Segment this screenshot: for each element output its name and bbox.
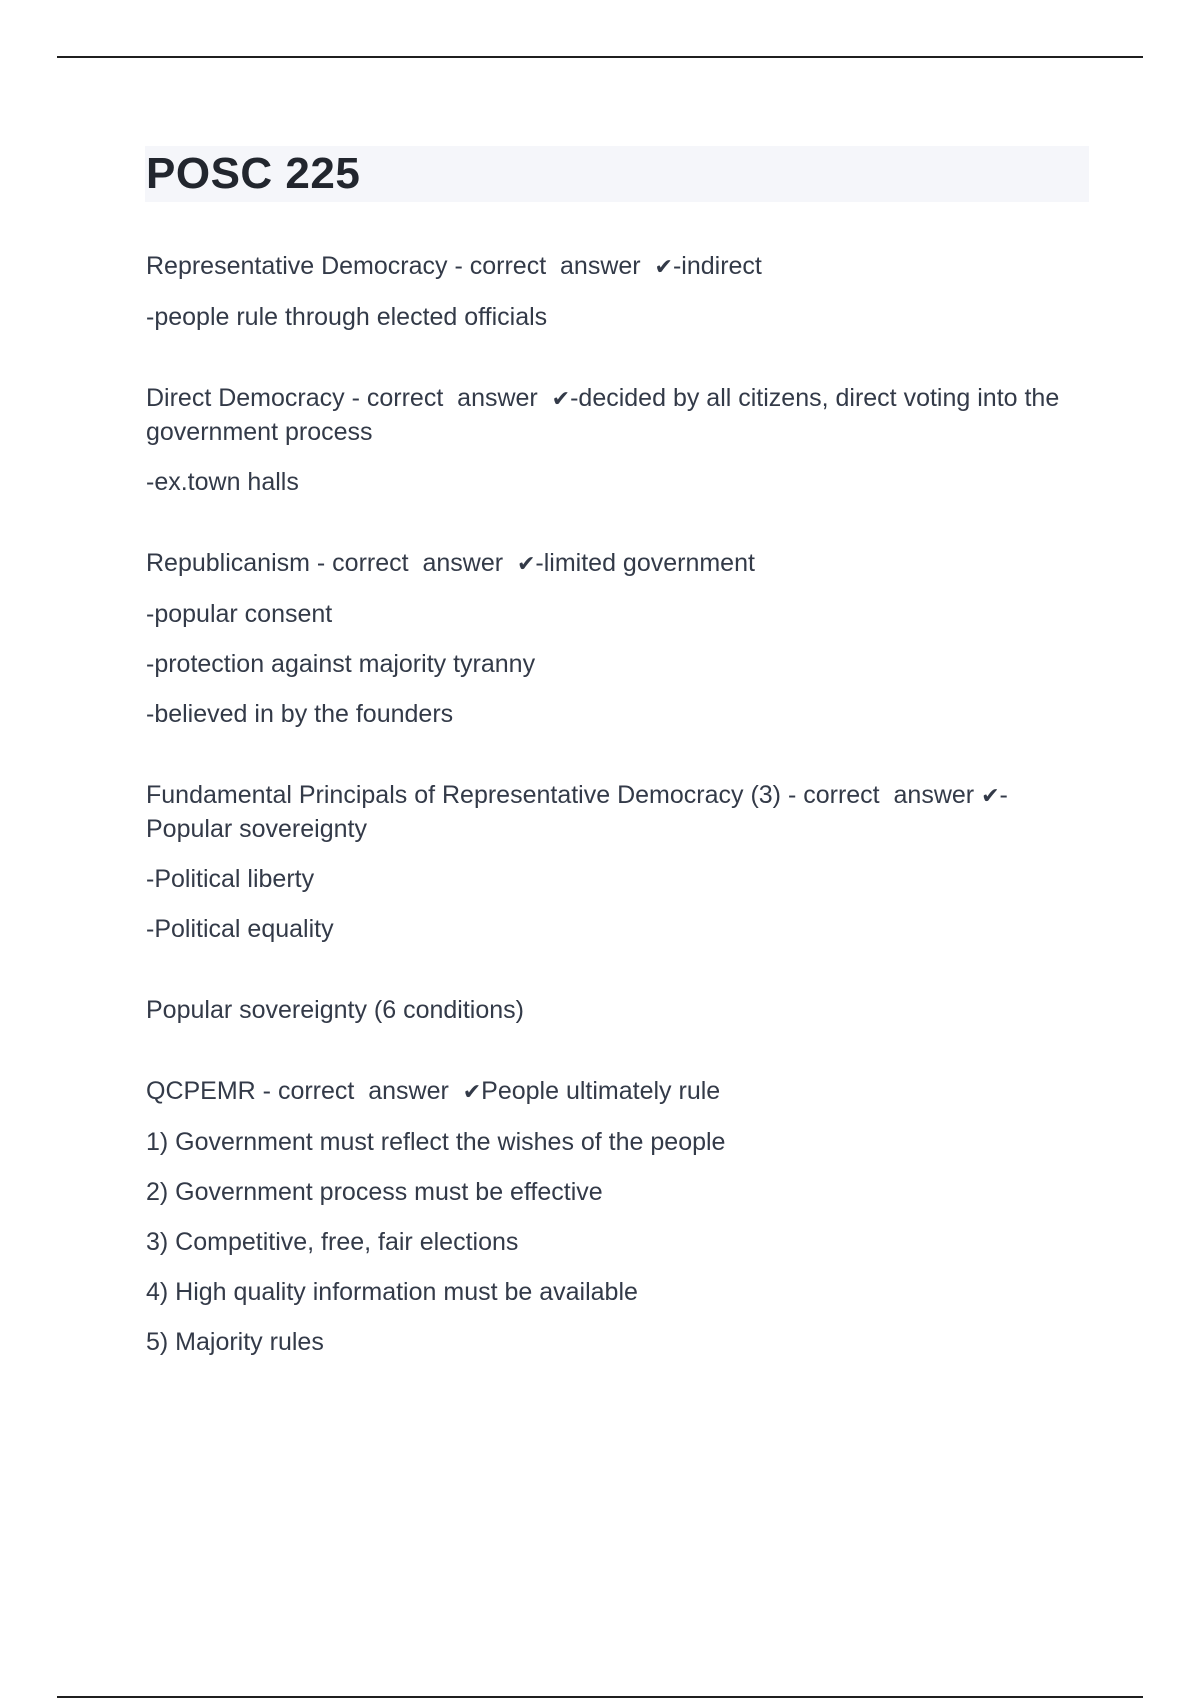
qa-card [146,547,1076,731]
qa-card [146,994,1076,1027]
qa-card [146,250,1076,334]
qa-card [146,1075,1076,1359]
note-line: -Political liberty [146,865,315,893]
note-line: 4) High quality information must be available [146,1278,638,1306]
note-line: 2) Government process must be effective [146,1178,603,1206]
note-line: 5) Majority rules [146,1328,324,1356]
answer-separator: - correct answer [309,549,517,577]
question-line [146,250,1076,284]
term: Popular sovereignty (6 conditions) [146,996,524,1024]
note-line: 3) Competitive, free, fair elections [146,1228,519,1256]
note-line: -popular consent [146,600,333,628]
answer: -Popular sovereignty [146,781,1008,843]
question-line [146,994,1076,1027]
term: Republicanism [146,549,310,577]
checkmark-icon: ✔ [654,255,673,280]
note-line: -Political equality [146,915,334,943]
qa-card [146,382,1076,499]
note-line: -people rule through elected officials [146,303,548,331]
question-line [146,382,1076,449]
answer: People ultimately rule [481,1077,721,1105]
page-title: POSC 225 [146,149,361,198]
note-line: -protection against majority tyranny [146,650,536,678]
term: Representative Democracy [146,252,448,280]
question-line [146,1075,1076,1109]
term: Fundamental Principals of Representative Democracy (3) [146,781,781,809]
answer: -decided by all citizens, direct voting into the government process [146,384,1060,446]
top-rule [57,56,1143,58]
answer-separator: - correct answer [255,1077,463,1105]
document-body [146,250,1076,1359]
checkmark-icon: ✔ [516,552,536,577]
note-line: -believed in by the founders [146,700,454,728]
answer-separator: - correct answer [447,252,655,280]
question-line [146,547,1076,581]
qa-card [146,779,1076,946]
term: QCPEMR [146,1077,256,1105]
checkmark-icon: ✔ [462,1080,482,1105]
checkmark-icon: ✔ [981,784,1000,809]
term: Direct Democracy [146,384,345,412]
answer: -limited government [535,549,755,577]
checkmark-icon: ✔ [551,387,571,412]
question-line [146,779,1076,846]
answer-separator: - correct answer [344,384,552,412]
answer-separator: - correct answer [781,781,982,809]
note-line: 1) Government must reflect the wishes of the people [146,1128,726,1156]
answer: -indirect [672,252,762,280]
note-line: -ex.town halls [146,468,299,496]
bottom-rule [57,1696,1143,1698]
